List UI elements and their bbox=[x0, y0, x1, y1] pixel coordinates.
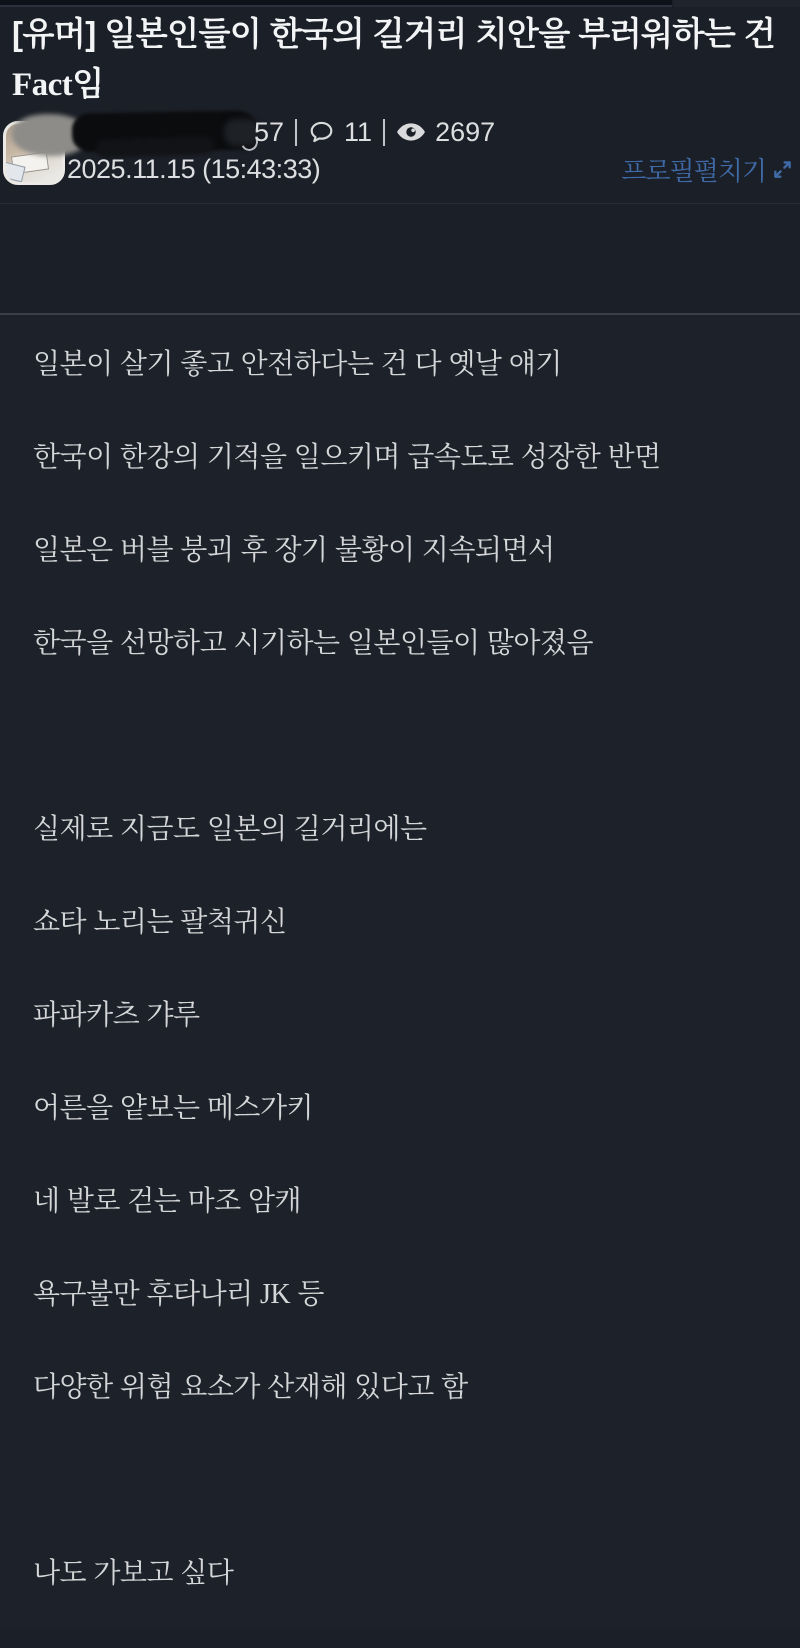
post-body bbox=[33, 316, 780, 1648]
body-blank-line bbox=[33, 1462, 780, 1555]
body-paragraph: 다양한 위험 요소가 산재해 있다고 함 bbox=[33, 1371, 468, 1402]
body-paragraph: 욕구불만 후타나리 JK 등 bbox=[33, 1278, 324, 1310]
content-divider bbox=[0, 313, 800, 315]
profile-expand-label: 프로필펼치기 bbox=[621, 156, 766, 186]
body-paragraph: 파파카츠 갸루 bbox=[33, 999, 200, 1030]
body-paragraph: 일본이 살기 좋고 안전하다는 건 다 옛날 얘기 bbox=[33, 348, 562, 379]
cropped-site-header bbox=[0, 0, 672, 7]
post-stats-row bbox=[254, 115, 495, 149]
body-paragraph: 한국이 한강의 기적을 일으키며 급속도로 성장한 반면 bbox=[33, 441, 661, 472]
post-title-main: [유머] 일본인들이 한국의 길거리 치안을 부러워하는 건 bbox=[12, 15, 776, 52]
body-paragraph: 나도 가보고 싶다 bbox=[33, 1557, 234, 1588]
body-blank-line bbox=[33, 718, 780, 811]
profile-expand-link[interactable] bbox=[621, 151, 792, 188]
score-value: 57 bbox=[254, 116, 285, 147]
post-title-latin: Fact bbox=[12, 67, 73, 103]
comment-count: 11 bbox=[344, 116, 373, 147]
expand-arrows-icon bbox=[773, 160, 792, 179]
body-paragraph: 실제로 지금도 일본의 길거리에는 bbox=[33, 813, 427, 844]
stat-separator bbox=[295, 119, 297, 146]
body-paragraph: 일본은 버블 붕괴 후 장기 불황이 지속되면서 bbox=[33, 534, 555, 565]
post-title bbox=[12, 9, 788, 110]
header-divider bbox=[0, 203, 800, 204]
post-datetime: 2025.11.15 (15:43:33) bbox=[67, 154, 321, 184]
body-paragraph: 네 발로 걷는 마조 암캐 bbox=[33, 1185, 302, 1216]
cropped-site-header-right bbox=[674, 0, 800, 7]
body-paragraph: 쇼타 노리는 팔척귀신 bbox=[33, 906, 287, 937]
view-count: 2697 bbox=[435, 116, 496, 147]
comment-bubble-icon bbox=[308, 119, 335, 146]
stat-separator bbox=[383, 119, 385, 146]
body-paragraph: 어른을 얕보는 메스가키 bbox=[33, 1092, 314, 1123]
body-paragraph: 한국을 선망하고 시기하는 일본인들이 많아졌음 bbox=[33, 627, 594, 658]
post-title-suffix: 임 bbox=[72, 65, 104, 102]
view-eye-icon bbox=[396, 122, 426, 142]
